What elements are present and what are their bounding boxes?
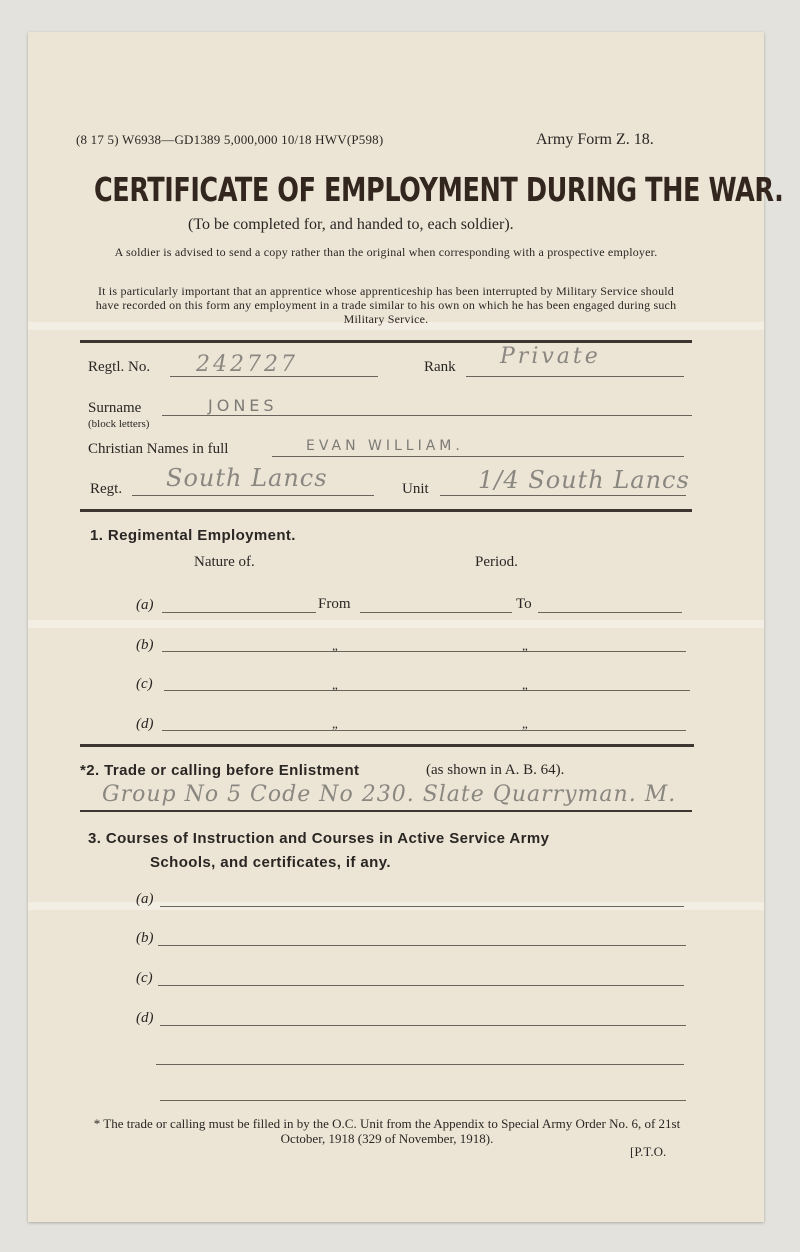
- unit-label: Unit: [402, 481, 429, 497]
- to-label: To: [516, 596, 532, 612]
- rank-value: Private: [500, 344, 601, 369]
- surname-label: Surname: [88, 400, 142, 416]
- course-b-label: (b): [136, 930, 154, 946]
- section3-heading-line1: 3. Courses of Instruction and Courses in Active Service Army: [88, 830, 550, 847]
- section3-heading-line2: Schools, and certificates, if any.: [150, 854, 391, 871]
- row-a-from-line: [360, 612, 512, 613]
- surname-value: JONES: [208, 396, 278, 415]
- section1-heading: 1. Regimental Employment.: [90, 527, 296, 544]
- row-a-nature-line: [162, 612, 316, 613]
- course-d-line: [160, 1025, 686, 1026]
- form-number: Army Form Z. 18.: [536, 131, 654, 148]
- ditto-mark: „: [332, 716, 338, 731]
- course-b-line: [158, 945, 686, 946]
- course-c-label: (c): [136, 970, 153, 986]
- christian-names-line: [272, 456, 684, 457]
- divider: [80, 509, 692, 512]
- ditto-mark: „: [522, 638, 528, 653]
- trade-line: [80, 810, 692, 812]
- ditto-mark: „: [522, 716, 528, 731]
- regtl-no-value: 242727: [196, 352, 298, 377]
- certificate-form: [28, 32, 764, 1222]
- rank-label: Rank: [424, 359, 456, 375]
- nature-label: Nature of.: [194, 554, 255, 570]
- regt-value: South Lancs: [166, 464, 328, 492]
- row-b-line: [162, 651, 686, 652]
- regt-label: Regt.: [90, 481, 123, 497]
- row-b-label: (b): [136, 637, 154, 653]
- row-a-label: (a): [136, 597, 154, 613]
- regt-line: [132, 495, 374, 496]
- paper-fold: [28, 620, 764, 628]
- course-extra-line: [156, 1064, 684, 1065]
- footnote: * The trade or calling must be filled in by the O.C. Unit from the Appendix to Special Army Order No. 6, of 21st October, 1918 (329 of November, 1918).: [93, 1116, 681, 1146]
- unit-value: 1/4 South Lancs: [478, 466, 690, 494]
- pto-mark: [P.T.O.: [630, 1144, 667, 1159]
- course-d-label: (d): [136, 1010, 154, 1026]
- ditto-mark: „: [332, 638, 338, 653]
- print-code: (8 17 5) W6938—GD1389 5,000,000 10/18 HWV(P598): [76, 132, 384, 147]
- row-d-line: [162, 730, 686, 731]
- course-extra-line: [160, 1100, 686, 1101]
- christian-names-value: EVAN WILLIAM.: [306, 438, 464, 454]
- row-a-to-line: [538, 612, 682, 613]
- regtl-no-label: Regtl. No.: [88, 359, 151, 375]
- course-a-line: [160, 906, 684, 907]
- form-title: CERTIFICATE OF EMPLOYMENT DURING THE WAR.: [94, 170, 784, 209]
- christian-names-label: Christian Names in full: [88, 441, 229, 457]
- form-subtitle: (To be completed for, and handed to, each soldier).: [188, 216, 514, 233]
- divider: [80, 340, 692, 343]
- advice-text: A soldier is advised to send a copy rather than the original when corresponding with a prospective employer.: [114, 245, 658, 259]
- row-d-label: (d): [136, 716, 154, 732]
- apprentice-note: It is particularly important that an apprentice whose apprenticeship has been interrupted by Military Service should have recorded on this form any employment in a trade similar to his own on which he has been engaged during such Military Service.: [95, 284, 677, 326]
- trade-value: Group No 5 Code No 230. Slate Quarryman. M.: [102, 782, 677, 807]
- from-label: From: [318, 596, 351, 612]
- unit-line: [440, 495, 686, 496]
- ditto-mark: „: [522, 677, 528, 692]
- surname-line: [162, 415, 692, 416]
- divider: [80, 744, 694, 747]
- ditto-mark: „: [332, 677, 338, 692]
- rank-line: [466, 376, 684, 377]
- section2-heading: *2. Trade or calling before Enlistment: [80, 762, 360, 779]
- course-a-label: (a): [136, 891, 154, 907]
- period-label: Period.: [475, 554, 518, 570]
- row-c-label: (c): [136, 676, 153, 692]
- surname-hint: (block letters): [88, 418, 150, 430]
- section2-heading-note: (as shown in A. B. 64).: [426, 762, 565, 778]
- row-c-line: [164, 690, 690, 691]
- course-c-line: [158, 985, 684, 986]
